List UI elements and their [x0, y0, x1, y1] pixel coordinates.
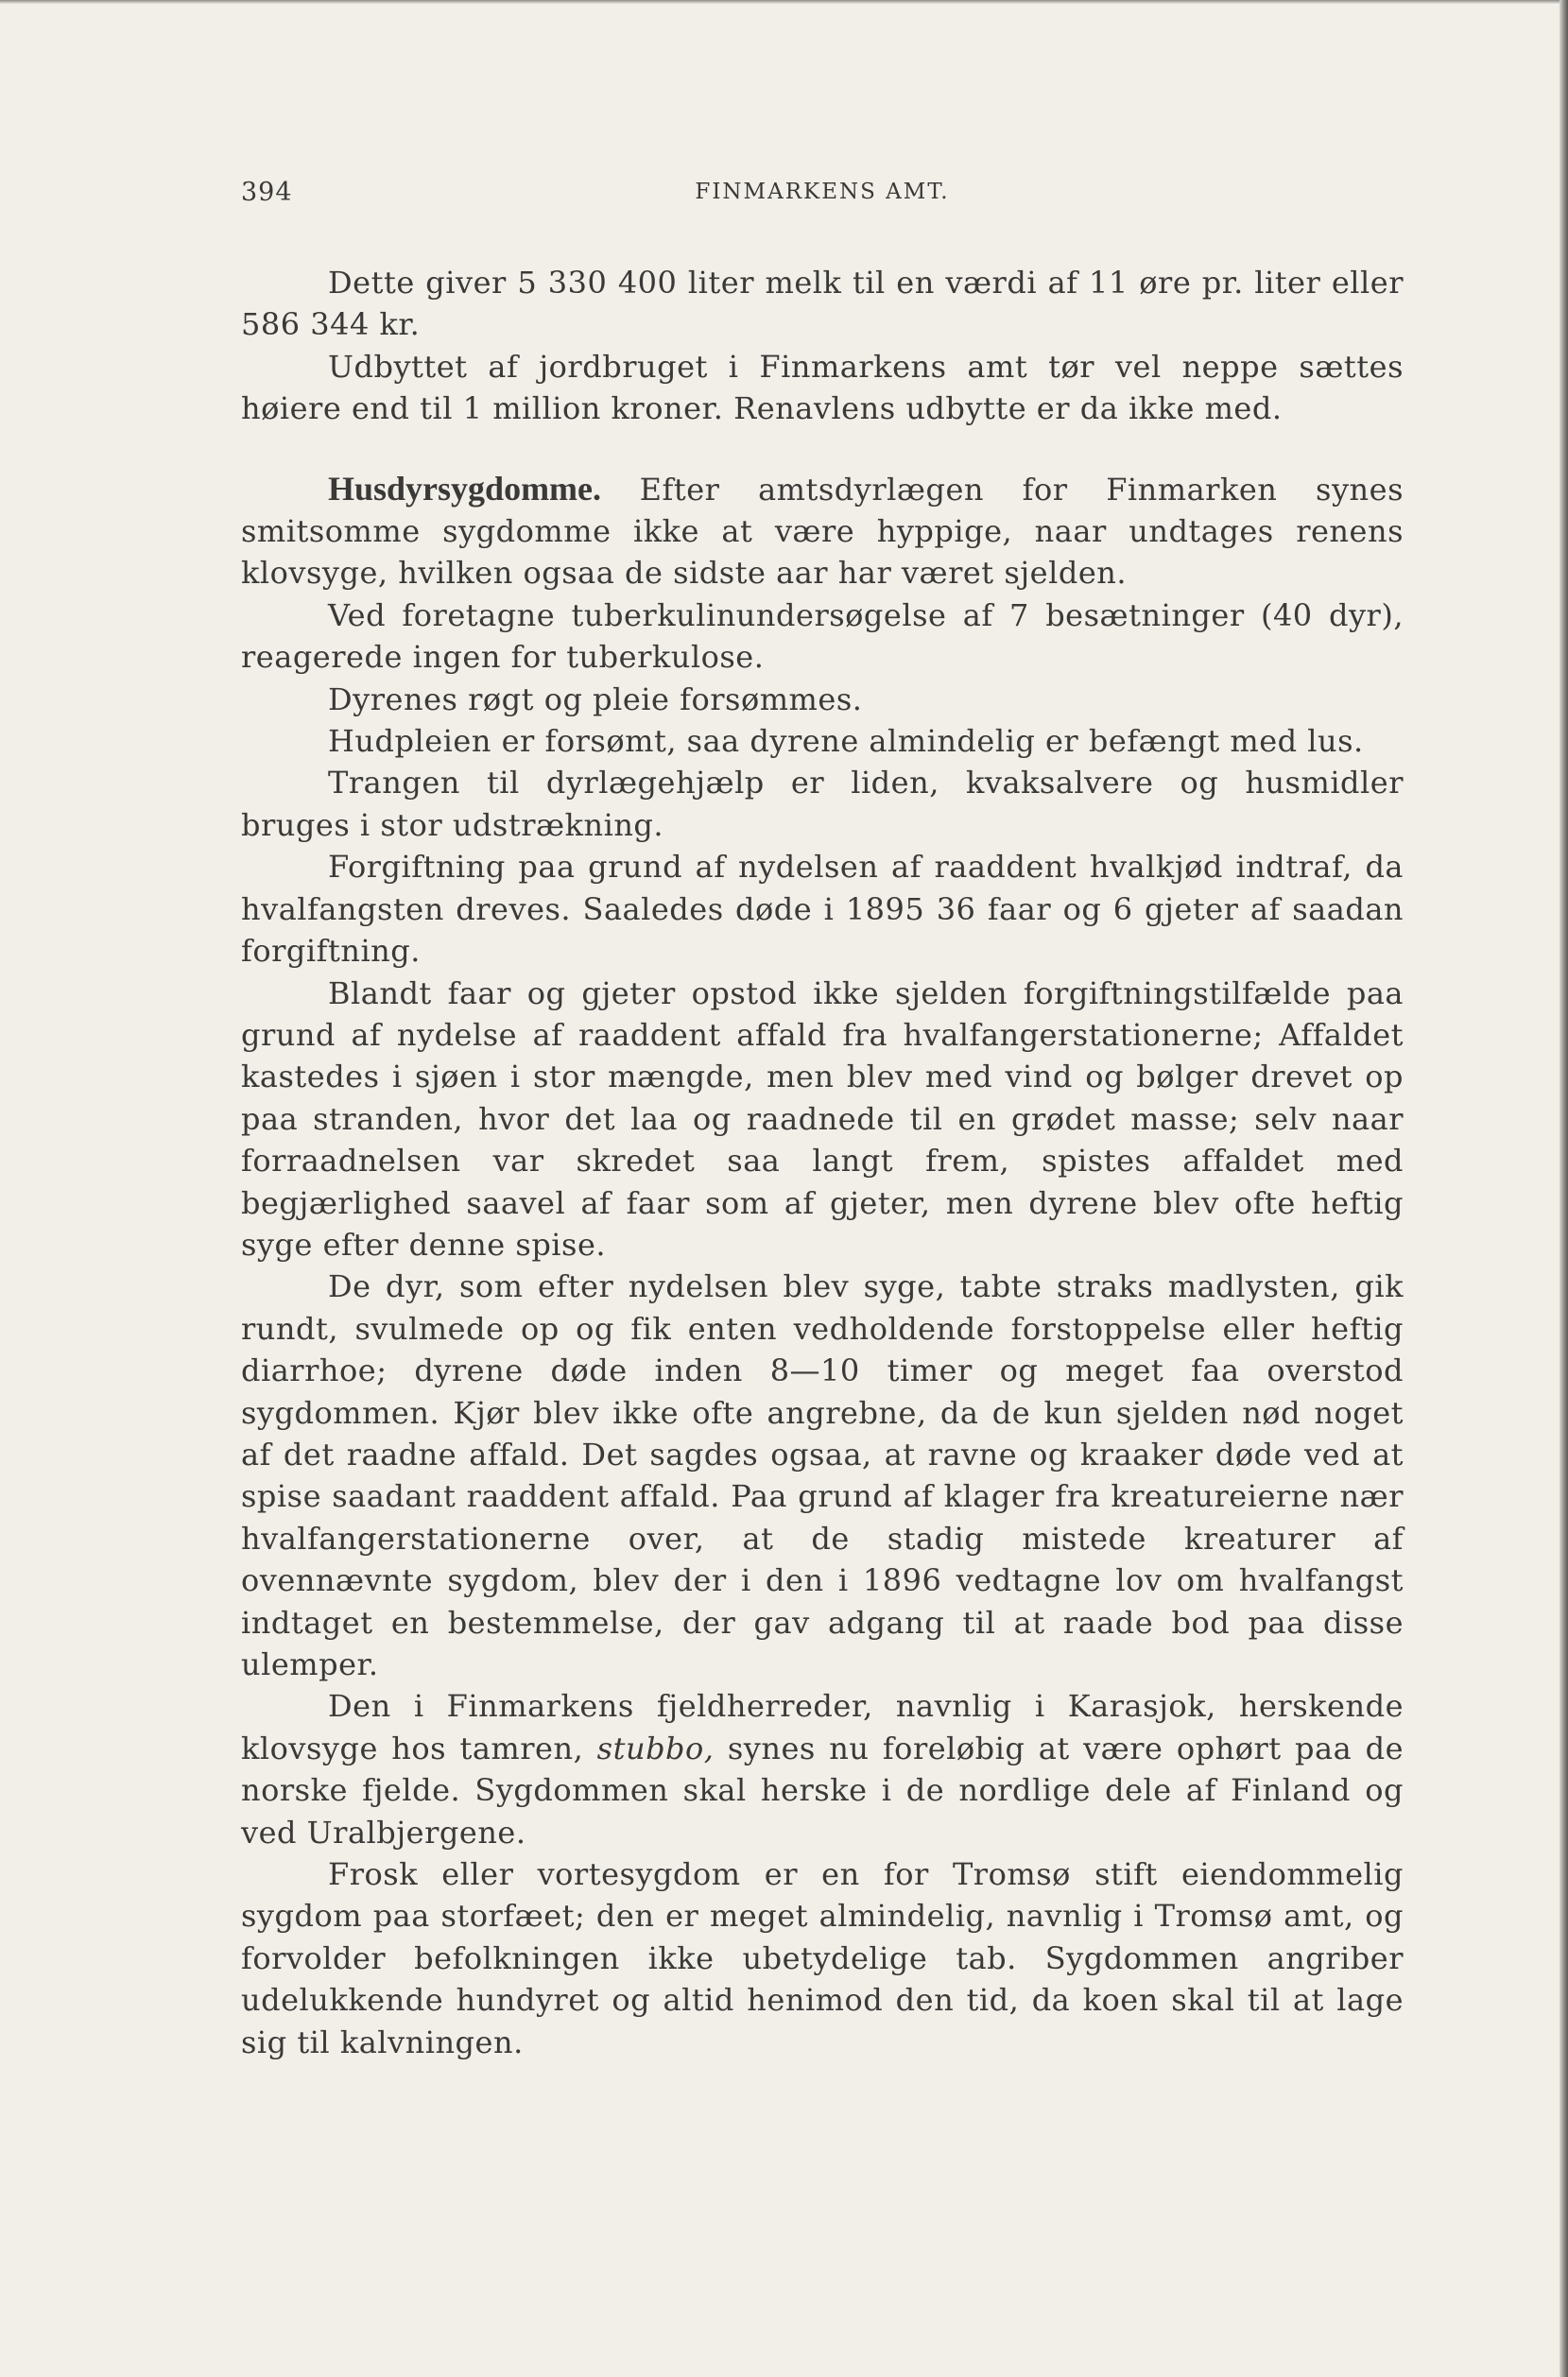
paragraph-tuberculin: Ved foretagne tuberkulinundersøgelse af 7 besætninger (40 dyr), reagerede ingen for tuberkulose. [241, 596, 1404, 676]
paragraph-milk-value: Dette giver 5 330 400 liter melk til en værdi af 11 øre pr. liter eller 586 344 kr. [241, 265, 1404, 343]
italic-term: stubbo, [596, 1730, 715, 1766]
section-heading: Husdyrsygdomme. [328, 469, 602, 508]
paragraph-text-before: Den i Finmarkens fjeldherreder, navnlig i Karasjok, herskende klovsyge hos tamren, [241, 1688, 1404, 1766]
paragraph-care: Dyrenes røgt og pleie forsømmes. [328, 680, 863, 717]
page-number: 394 [241, 178, 293, 207]
running-title: FINMARKENS AMT. [695, 180, 950, 204]
running-head [241, 178, 1404, 215]
paragraph-poisoning: Forgiftning paa grund af nydelsen af raaddent hvalkjød indtraf, da hvalfangsten dreves. Saaledes døde i 1895 36 faar og 6 gjeter af saadan forgiftning. [241, 849, 1404, 970]
paragraph-hoof-disease [241, 1685, 1404, 1853]
paragraph-frosk: Frosk eller vortesygdom er en for Tromsø stift eiendommelig sygdom paa storfæet; den er meget almindelig, navnlig i Tromsø amt, og forvolder befolkningen ikke ubetydelige tab. Sygdommen angriber udelukkende hundyret og altid henimod den tid, da koen skal til at lage sig til kalvningen. [241, 1856, 1404, 2060]
scan-top-edge [0, 0, 1568, 4]
paragraph-symptoms: De dyr, som efter nydelsen blev syge, tabte straks madlysten, gik rundt, svulmede op og fik enten vedholdende forstoppelse eller heftig diarrhoe; dyrene døde inden 8—10 timer og meget faa overstod sygdommen. Kjør blev ikke ofte angrebne, da de kun sjelden nød noget af det raadne affald. Det sagdes ogsaa, at ravne og kraaker døde ved at spise saadant raaddent affald. Paa grund af klager fra kreatureierne nær hvalfangerstationerne over, at de stadig mistede kreaturer af ovennævnte sygdom, blev der i den i 1896 vedtagne lov om hvalfangst indtaget en bestemmelse, der gav adgang til at raade bod paa disse ulemper. [241, 1268, 1404, 1682]
book-page [241, 178, 1404, 2063]
paragraph-whaling-waste: Blandt faar og gjeter opstod ikke sjelden forgiftningstilfælde paa grund af nydelse af raaddent affald fra hvalfangerstationerne; Affaldet kastedes i sjøen i stor mængde, men blev med vind og bølger drevet op paa stranden, hvor det laa og raadnede til en grødet masse; selv naar forraadnelsen var skredet saa langt frem, spistes affaldet med begjærlighed saavel af faar som af gjeter, men dyrene blev ofte heftig syge efter denne spise. [241, 974, 1404, 1263]
body-text [241, 262, 1404, 2063]
paragraph-livestock-diseases [241, 468, 1404, 594]
scan-right-edge [1559, 0, 1568, 2377]
paragraph-lice: Hudpleien er forsømt, saa dyrene almindelig er befængt med lus. [328, 723, 1364, 760]
paragraph-text-after: synes nu foreløbig at være ophørt paa de norske fjelde. Sygdommen skal herske i de nordlige dele af Finland og ved Uralbjergene. [241, 1730, 1404, 1851]
paragraph-vet-help: Trangen til dyrlægehjælp er liden, kvaksalvere og husmidler bruges i stor udstrækning. [241, 765, 1404, 843]
paragraph-text: Efter amtsdyrlægen for Finmarken synes smitsomme sygdomme ikke at være hyppige, naar undtages renens klovsyge, hvilken ogsaa de sidste aar har været sjelden. [241, 471, 1404, 592]
paragraph-agriculture-yield: Udbyttet af jordbruget i Finmarkens amt tør vel neppe sættes høiere end til 1 million kroner. Renavlens udbytte er da ikke med. [241, 348, 1404, 427]
section-spacer [241, 430, 1404, 468]
